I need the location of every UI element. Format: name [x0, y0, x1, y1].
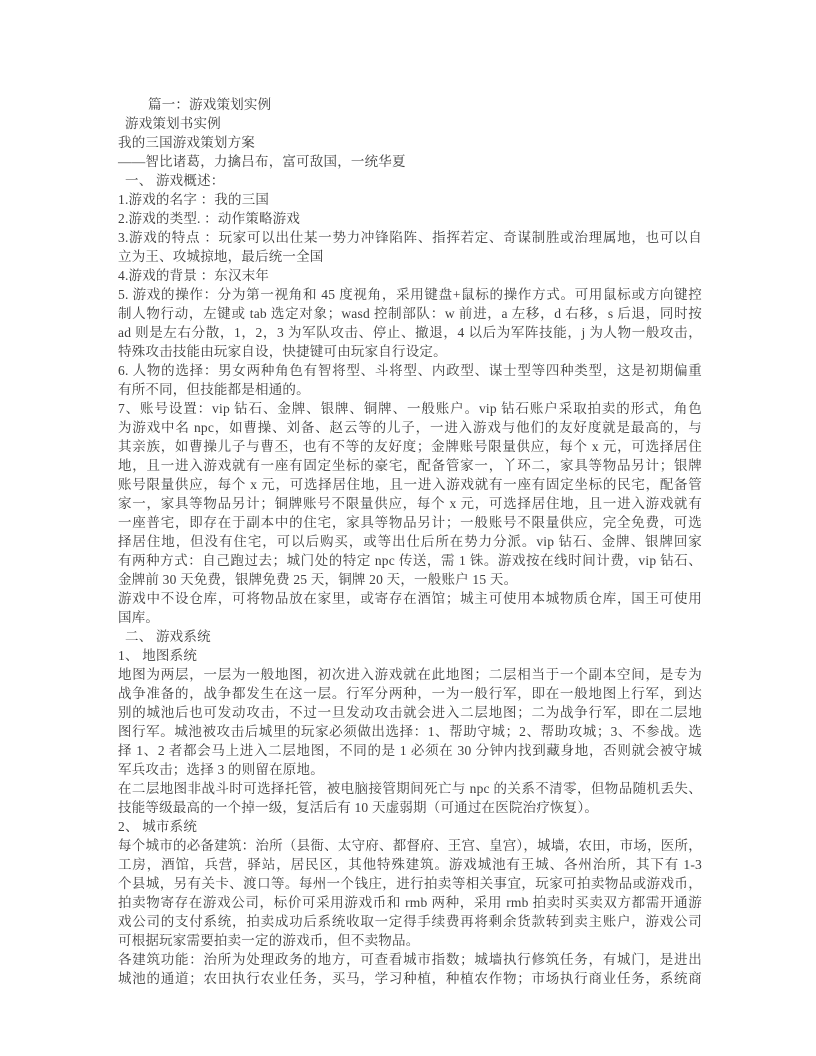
text-line: 5. 游戏的操作：分为第一视角和 45 度视角，采用键盘+鼠标的操作方式。可用鼠标或方向键控	[118, 287, 702, 302]
text-line: 立为王、攻城掠地，最后统一全国	[118, 249, 324, 264]
text-line: 有所不同，但技能都是相通的。	[118, 382, 310, 397]
text-line: 其亲族，如曹操儿子与曹丕，也有不等的友好度；金牌账号限量供应，每个 x 元，可选择居住	[118, 439, 702, 454]
text-line: 4.游戏的背景 ：东汉末年	[118, 268, 270, 283]
text-line: 城池的通道；农田执行农业任务，买马，学习种植，种植农作物；市场执行商业任务，系统商	[118, 971, 702, 986]
text-line: 账号限量供应，每个 x 元，可选择居住地，且一进入游戏就有一座有固定坐标的民宅，配备管	[118, 477, 702, 492]
text-line: 特殊攻击技能由玩家自设，快捷键可由玩家自行设定。	[118, 344, 447, 359]
text-line: 图行军。城池被攻击后城里的玩家必须做出选择：1、帮助守城；2、帮助攻城；3、不参战。选	[118, 724, 702, 739]
text-line: 2.游戏的类型. ：动作策略游戏	[118, 211, 301, 226]
text-line: 二、 游戏系统	[125, 629, 211, 644]
text-line: 游戏中不设仓库，可将物品放在家里，或寄存在酒馆；城主可使用本城物质仓库，国王可使用	[118, 591, 702, 606]
text-line: ——智比诸葛，力擒吕布，富可敌国，一统华夏	[118, 154, 406, 169]
text-line: 地，且一进入游戏就有一座有固定坐标的豪宅，配备管家一，丫环二，家具等物品另计；银牌	[118, 458, 702, 473]
text-line: 别的城池后也可发动攻击，不过一旦发动攻击就会进入二层地图；二为战争行军，即在二层地	[118, 705, 702, 720]
text-line: 每个城市的必备建筑：治所（县衙、太守府、都督府、王宫、皇宫），城墙，农田，市场，医所，	[118, 838, 702, 853]
text-line: 戏公司的支付系统，拍卖成功后系统收取一定得手续费再将剩余货款转到卖主账户，游戏公司	[118, 914, 702, 929]
text-line: 制人物行动，左键或 tab 选定对象；wasd 控制部队：w 前进，a 左移，d 右移，s 后退，同时按	[118, 306, 702, 321]
text-line: 拍卖物寄存在游戏公司，标价可采用游戏币和 rmb 两种，采用 rmb 拍卖时买卖双方都需开通游	[118, 895, 702, 910]
text-line: 在二层地图非战斗时可选择托管，被电脑接管期间死亡与 npc 的关系不清零，但物品随机丢失、	[118, 781, 702, 796]
text-line: 国库。	[118, 610, 160, 625]
text-line: 技能等级最高的一个掉一级，复活后有 10 天虚弱期（可通过在医院治疗恢复）。	[118, 800, 599, 815]
text-line: 有两种方式：自己跑过去；城门处的特定 npc 传送，需 1 铢。游戏按在线时间计费，vip 钻石、	[118, 553, 702, 568]
text-line: 为游戏中名 npc，如曹操、刘备、赵云等的儿子，一进入游戏与他们的友好度就是最高的，与	[118, 420, 702, 435]
text-line: 2、 城市系统	[118, 819, 198, 834]
text-line: 6. 人物的选择：男女两种角色有智将型、斗将型、内政型、谋士型等四种类型，这是初期偏重	[118, 363, 702, 378]
text-line: 地图为两层，一层为一般地图，初次进入游戏就在此地图；二层相当于一个副本空间，是专为	[118, 667, 702, 682]
text-line: 各建筑功能：治所为处理政务的地方，可查看城市指数；城墙执行修筑任务，有城门，是进出	[118, 952, 702, 967]
text-line: 我的三国游戏策划方案	[118, 135, 255, 150]
text-line: 一座普宅，即存在于副本中的住宅，家具等物品另计；一般账号不限量供应，完全免费，可选	[118, 515, 702, 530]
text-line: 择居住地，但没有住宅，可以后购买，或等出仕后所在势力分派。vip 钻石、金牌、银牌回家	[118, 534, 702, 549]
text-line: 个县城，另有关卡、渡口等。每州一个钱庄，进行拍卖等相关事宜，玩家可拍卖物品或游戏币，	[118, 876, 702, 891]
text-line: 1、 地图系统	[118, 648, 198, 663]
text-line: 择 1、2 者都会马上进入二层地图，不同的是 1 必须在 30 分钟内找到藏身地，否则就会被守城	[118, 743, 702, 758]
text-line: 游戏策划书实例	[125, 116, 221, 131]
text-line: 1.游戏的名字 ：我的三国	[118, 192, 270, 207]
text-line: 战争准备的，战争都发生在这一层。行军分两种，一为一般行军，即在一般地图上行军，到达	[118, 686, 702, 701]
text-line: 工房，酒馆，兵营，驿站，居民区，其他特殊建筑。游戏城池有王城、各州治所，其下有 1-3	[118, 857, 702, 872]
text-line: 金牌前 30 天免费，银牌免费 25 天，铜牌 20 天，一般账户 15 天。	[118, 572, 518, 587]
text-line: 7、账号设置：vip 钻石、金牌、银牌、铜牌、一般账户。vip 钻石账户采取拍卖的形式，角色	[118, 401, 702, 416]
text-line: 家一，家具等物品另计；铜牌账号不限量供应，每个 x 元，可选择居住地，且一进入游戏就有	[118, 496, 702, 511]
text-line: 一、 游戏概述：	[125, 173, 225, 188]
document-body	[118, 95, 702, 988]
text-line: 3.游戏的特点 ：玩家可以出仕某一势力冲锋陷阵、指挥若定、奇谋制胜或治理属地，也可以自	[118, 230, 702, 245]
text-line: 军兵攻击；选择 3 的则留在原地。	[118, 762, 324, 777]
text-line: 篇一：游戏策划实例	[148, 97, 272, 112]
text-line: 可根据玩家需要拍卖一定的游戏币，但不卖物品。	[118, 933, 420, 948]
text-line: ad 则是左右分散，1，2，3 为军队攻击、停止、撤退，4 以后为军阵技能，j 为人物一般攻击，	[118, 325, 702, 340]
